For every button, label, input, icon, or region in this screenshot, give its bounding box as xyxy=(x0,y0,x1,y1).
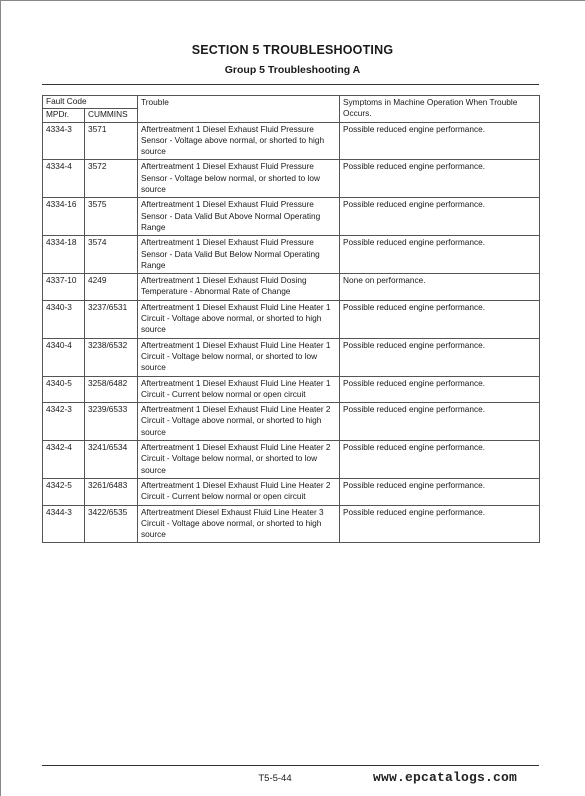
trouble-cell: Aftertreatment 1 Diesel Exhaust Fluid Line Heater 2 Circuit - Current below normal or open circuit xyxy=(138,478,340,505)
symptom-cell: Possible reduced engine performance. xyxy=(340,505,540,543)
trouble-cell: Aftertreatment Diesel Exhaust Fluid Line Heater 3 Circuit - Voltage above normal, or shorted to high source xyxy=(138,505,340,543)
trouble-cell: Aftertreatment 1 Diesel Exhaust Fluid Line Heater 2 Circuit - Voltage above normal, or shorted to high source xyxy=(138,403,340,441)
cummins-cell: 3241/6534 xyxy=(85,441,138,479)
mpdr-cell: 4342-5 xyxy=(43,478,85,505)
symptom-cell: Possible reduced engine performance. xyxy=(340,160,540,198)
table-row xyxy=(43,160,540,198)
page-number: T5-5-44 xyxy=(258,773,292,784)
mpdr-cell: 4340-4 xyxy=(43,338,85,376)
mpdr-cell: 4334-18 xyxy=(43,236,85,274)
table-row xyxy=(43,376,540,403)
table-row xyxy=(43,300,540,338)
trouble-cell: Aftertreatment 1 Diesel Exhaust Fluid Pressure Sensor - Data Valid But Above Normal Operating Range xyxy=(138,198,340,236)
cummins-cell: 3572 xyxy=(85,160,138,198)
trouble-cell: Aftertreatment 1 Diesel Exhaust Fluid Dosing Temperature - Abnormal Rate of Change xyxy=(138,274,340,301)
table-row xyxy=(43,236,540,274)
trouble-cell: Aftertreatment 1 Diesel Exhaust Fluid Pressure Sensor - Data Valid But Below Normal Operating Range xyxy=(138,236,340,274)
mpdr-header: MPDr. xyxy=(43,109,85,122)
symptoms-header: Symptoms in Machine Operation When Trouble Occurs. xyxy=(340,96,540,123)
table-row xyxy=(43,122,540,160)
group-title: Group 5 Troubleshooting A xyxy=(224,64,361,76)
cummins-cell: 3238/6532 xyxy=(85,338,138,376)
cummins-cell: 3575 xyxy=(85,198,138,236)
troubleshooting-table xyxy=(42,95,540,543)
symptom-cell: Possible reduced engine performance. xyxy=(340,122,540,160)
mpdr-cell: 4342-4 xyxy=(43,441,85,479)
table-row xyxy=(43,274,540,301)
trouble-cell: Aftertreatment 1 Diesel Exhaust Fluid Pressure Sensor - Voltage below normal, or shorted to low source xyxy=(138,160,340,198)
footer-rule xyxy=(42,765,539,766)
watermark-url[interactable]: www.epcatalogs.com xyxy=(373,770,518,785)
trouble-header: Trouble xyxy=(138,96,340,123)
symptom-cell: Possible reduced engine performance. xyxy=(340,338,540,376)
cummins-cell: 3574 xyxy=(85,236,138,274)
cummins-cell: 3237/6531 xyxy=(85,300,138,338)
symptom-cell: Possible reduced engine performance. xyxy=(340,300,540,338)
symptom-cell: Possible reduced engine performance. xyxy=(340,198,540,236)
table-row xyxy=(43,403,540,441)
table-row xyxy=(43,478,540,505)
mpdr-cell: 4342-3 xyxy=(43,403,85,441)
symptom-cell: Possible reduced engine performance. xyxy=(340,376,540,403)
cummins-cell: 4249 xyxy=(85,274,138,301)
mpdr-cell: 4334-4 xyxy=(43,160,85,198)
mpdr-cell: 4344-3 xyxy=(43,505,85,543)
symptom-cell: Possible reduced engine performance. xyxy=(340,441,540,479)
fault-code-header: Fault Code xyxy=(43,96,138,109)
symptom-cell: None on performance. xyxy=(340,274,540,301)
trouble-cell: Aftertreatment 1 Diesel Exhaust Fluid Line Heater 2 Circuit - Voltage below normal, or shorted to low source xyxy=(138,441,340,479)
trouble-cell: Aftertreatment 1 Diesel Exhaust Fluid Pressure Sensor - Voltage above normal, or shorted to high source xyxy=(138,122,340,160)
symptom-cell: Possible reduced engine performance. xyxy=(340,236,540,274)
trouble-cell: Aftertreatment 1 Diesel Exhaust Fluid Line Heater 1 Circuit - Current below normal or open circuit xyxy=(138,376,340,403)
mpdr-cell: 4334-16 xyxy=(43,198,85,236)
table-row xyxy=(43,505,540,543)
table-row xyxy=(43,198,540,236)
cummins-cell: 3239/6533 xyxy=(85,403,138,441)
cummins-cell: 3258/6482 xyxy=(85,376,138,403)
cummins-header: CUMMINS xyxy=(85,109,138,122)
trouble-cell: Aftertreatment 1 Diesel Exhaust Fluid Line Heater 1 Circuit - Voltage above normal, or shorted to high source xyxy=(138,300,340,338)
trouble-cell: Aftertreatment 1 Diesel Exhaust Fluid Line Heater 1 Circuit - Voltage below normal, or shorted to low source xyxy=(138,338,340,376)
symptom-cell: Possible reduced engine performance. xyxy=(340,403,540,441)
cummins-cell: 3261/6483 xyxy=(85,478,138,505)
header-rule xyxy=(42,84,539,85)
mpdr-cell: 4340-5 xyxy=(43,376,85,403)
table-row xyxy=(43,338,540,376)
mpdr-cell: 4340-3 xyxy=(43,300,85,338)
table-header-row-1 xyxy=(43,96,540,109)
section-title: SECTION 5 TROUBLESHOOTING xyxy=(191,43,394,57)
symptom-cell: Possible reduced engine performance. xyxy=(340,478,540,505)
mpdr-cell: 4334-3 xyxy=(43,122,85,160)
table-row xyxy=(43,441,540,479)
cummins-cell: 3422/6535 xyxy=(85,505,138,543)
cummins-cell: 3571 xyxy=(85,122,138,160)
mpdr-cell: 4337-10 xyxy=(43,274,85,301)
